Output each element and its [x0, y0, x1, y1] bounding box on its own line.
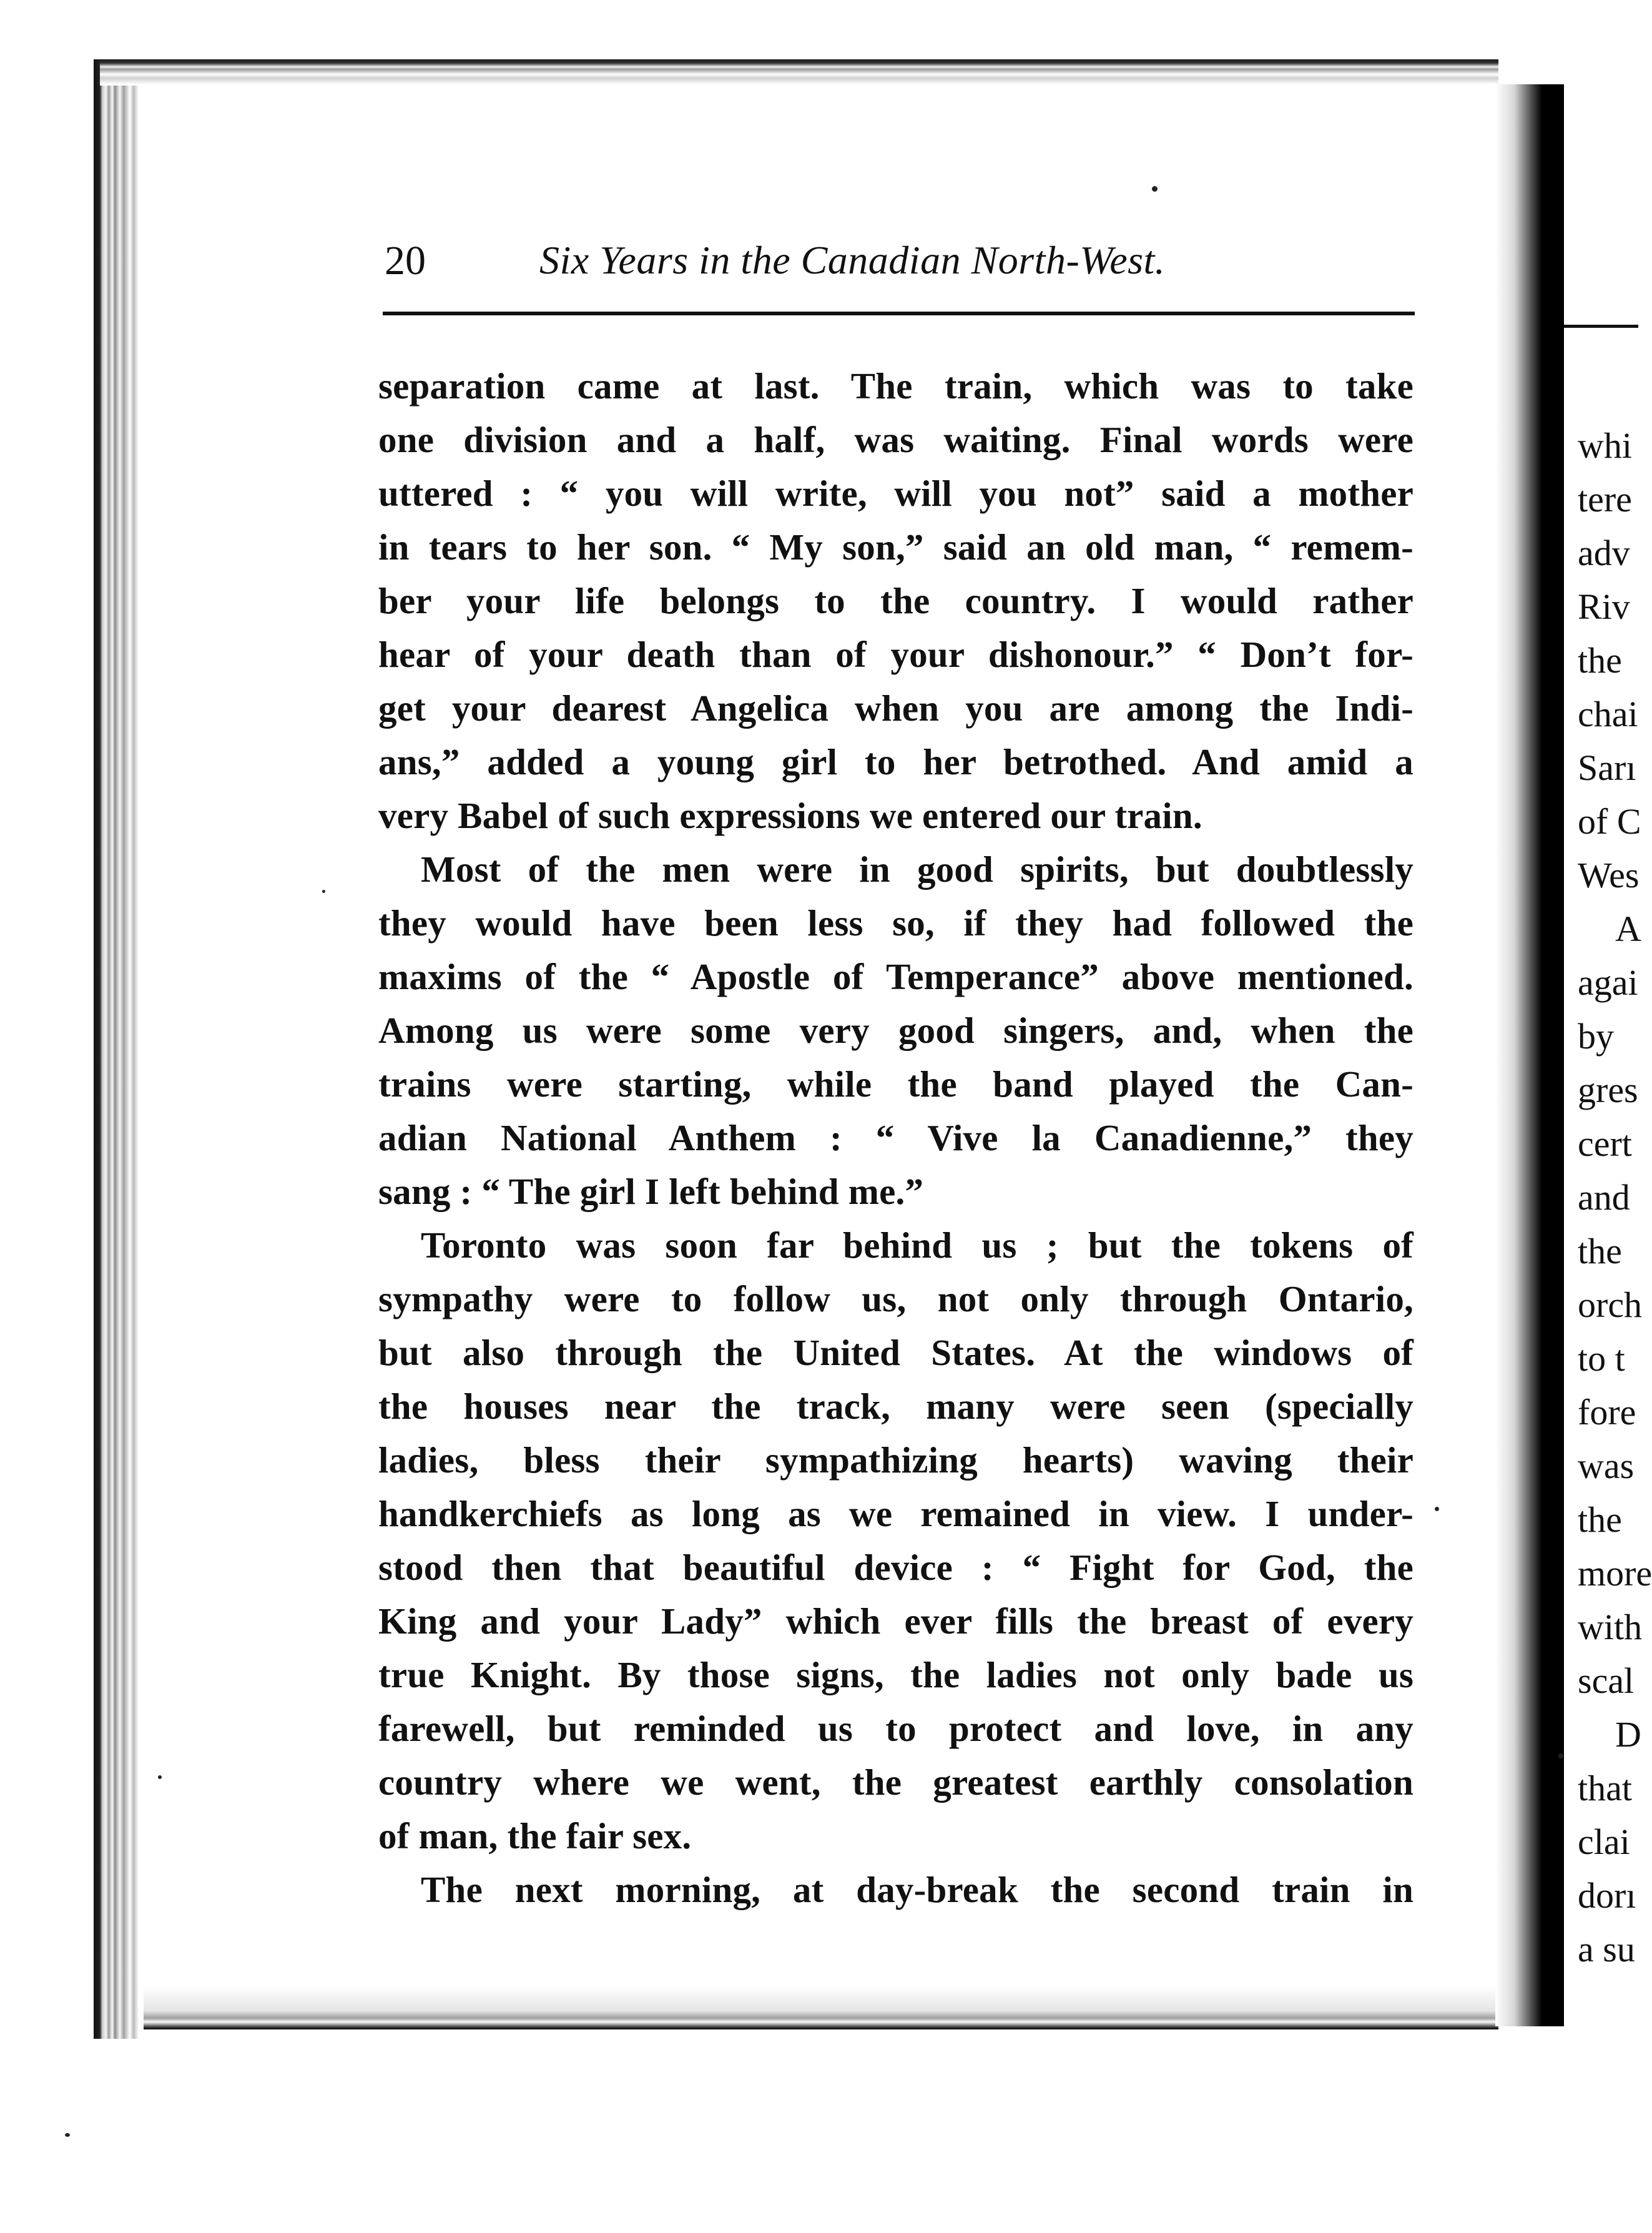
facing-page-fragment: orch — [1578, 1284, 1643, 1325]
text-line: trains were starting, while the band played the Can- — [378, 1063, 1414, 1105]
page-number: 20 — [385, 238, 426, 283]
facing-page-fragment: the — [1578, 640, 1622, 681]
text-line: ladies, bless their sympathizing hearts) waving their — [378, 1439, 1414, 1481]
text-line: farewell, but reminded us to protect and love, in any — [378, 1708, 1414, 1749]
page-top-edge — [100, 59, 1498, 86]
scan-speck — [65, 2133, 70, 2137]
facing-page-fragment: to t — [1578, 1338, 1625, 1379]
facing-page-fragment: was — [1578, 1446, 1635, 1486]
text-line: ber your life belongs to the country. I would rather — [378, 580, 1414, 621]
facing-page-fragment: gres — [1578, 1070, 1638, 1110]
book-edge-left — [94, 59, 169, 2039]
text-line: in tears to her son. “ My son,” said an old man, “ remem- — [378, 526, 1414, 568]
scan-speck — [322, 890, 325, 893]
page-bottom-edge — [144, 1986, 1498, 2029]
body-text — [378, 359, 1414, 1916]
text-line: maxims of the “ Apostle of Temperance” above mentioned. — [378, 956, 1414, 997]
text-line: stood then that beautiful device : “ Fight for God, the — [378, 1547, 1414, 1588]
text-line: adian National Anthem : “ Vive la Canadienne,” they — [378, 1117, 1414, 1158]
text-line: ans,” added a young girl to her betrothed. And amid a — [378, 741, 1414, 782]
paragraph-start-line: Most of the men were in good spirits, but doubtlessly — [421, 849, 1414, 890]
facing-page-fragment: Wes — [1578, 855, 1640, 895]
facing-page-fragment: with — [1578, 1607, 1643, 1647]
text-line: very Babel of such expressions we entered our train. — [378, 795, 1202, 836]
facing-page-fragment: dorı — [1578, 1875, 1636, 1916]
facing-page — [1564, 59, 1652, 2014]
facing-page-fragment: D — [1615, 1714, 1641, 1755]
text-line: separation came at last. The train, which was to take — [378, 365, 1414, 407]
text-line: get your dearest Angelica when you are among the Indi- — [378, 688, 1414, 729]
scan-speck — [1435, 1507, 1439, 1511]
text-line: but also through the United States. At the windows of — [378, 1332, 1414, 1373]
facing-page-fragment: the — [1578, 1499, 1622, 1540]
facing-page-fragment: adv — [1578, 533, 1630, 573]
facing-page-fragment: Riv — [1578, 586, 1630, 627]
text-line: of man, the fair sex. — [378, 1815, 692, 1856]
scan-speck — [1558, 1753, 1563, 1758]
text-line: true Knight. By those signs, the ladies not only bade us — [378, 1654, 1414, 1695]
facing-page-rule — [1564, 325, 1638, 328]
facing-page-fragment: the — [1578, 1231, 1622, 1271]
facing-page-fragment: A — [1615, 909, 1641, 949]
facing-page-fragment: of C — [1578, 801, 1641, 842]
facing-page-fragment: cert — [1578, 1123, 1632, 1164]
text-line: King and your Lady” which ever fills the breast of every — [378, 1600, 1414, 1642]
text-line: Among us were some very good singers, and, when the — [378, 1010, 1414, 1051]
facing-page-fragment: and — [1578, 1177, 1630, 1218]
facing-page-fragment: clai — [1578, 1821, 1630, 1862]
facing-page-fragment: by — [1578, 1016, 1614, 1057]
text-line: hear of your death than of your dishonour.” “ Don’t for- — [378, 634, 1414, 675]
paragraph-start-line: The next morning, at day-break the second train in — [421, 1869, 1414, 1910]
text-line: one division and a half, was waiting. Final words were — [378, 419, 1414, 460]
text-line: sympathy were to follow us, not only through Ontario, — [378, 1278, 1414, 1319]
gutter-shadow — [1495, 84, 1564, 2026]
facing-page-fragment: fore — [1578, 1392, 1636, 1432]
facing-page-fragment: a su — [1578, 1929, 1635, 1969]
head-rule — [383, 312, 1415, 315]
text-line: sang : “ The girl I left behind me.” — [378, 1171, 924, 1212]
facing-page-fragment: chai — [1578, 694, 1638, 734]
text-line: the houses near the track, many were seen (specially — [378, 1386, 1414, 1427]
facing-page-fragment: that — [1578, 1768, 1632, 1808]
facing-page-fragment: more — [1578, 1553, 1652, 1594]
facing-page-fragment: tere — [1578, 479, 1632, 520]
text-line: uttered : “ you will write, will you not” said a mother — [378, 473, 1414, 514]
facing-page-fragment: whi — [1578, 425, 1632, 466]
scan-speck — [158, 1775, 162, 1779]
text-line: handkerchiefs as long as we remained in view. I under- — [378, 1493, 1414, 1534]
facing-page-fragment: scal — [1578, 1660, 1635, 1701]
facing-page-fragment: Sarı — [1578, 747, 1636, 788]
text-line: they would have been less so, if they had followed the — [378, 902, 1414, 944]
running-head — [385, 237, 1412, 287]
text-line: country where we went, the greatest earthly consolation — [378, 1762, 1414, 1803]
scan-speck — [1152, 186, 1158, 192]
running-title: Six Years in the Canadian North-West. — [539, 238, 1166, 282]
facing-page-fragment: agai — [1578, 962, 1638, 1003]
paragraph-start-line: Toronto was soon far behind us ; but the tokens of — [421, 1225, 1414, 1266]
